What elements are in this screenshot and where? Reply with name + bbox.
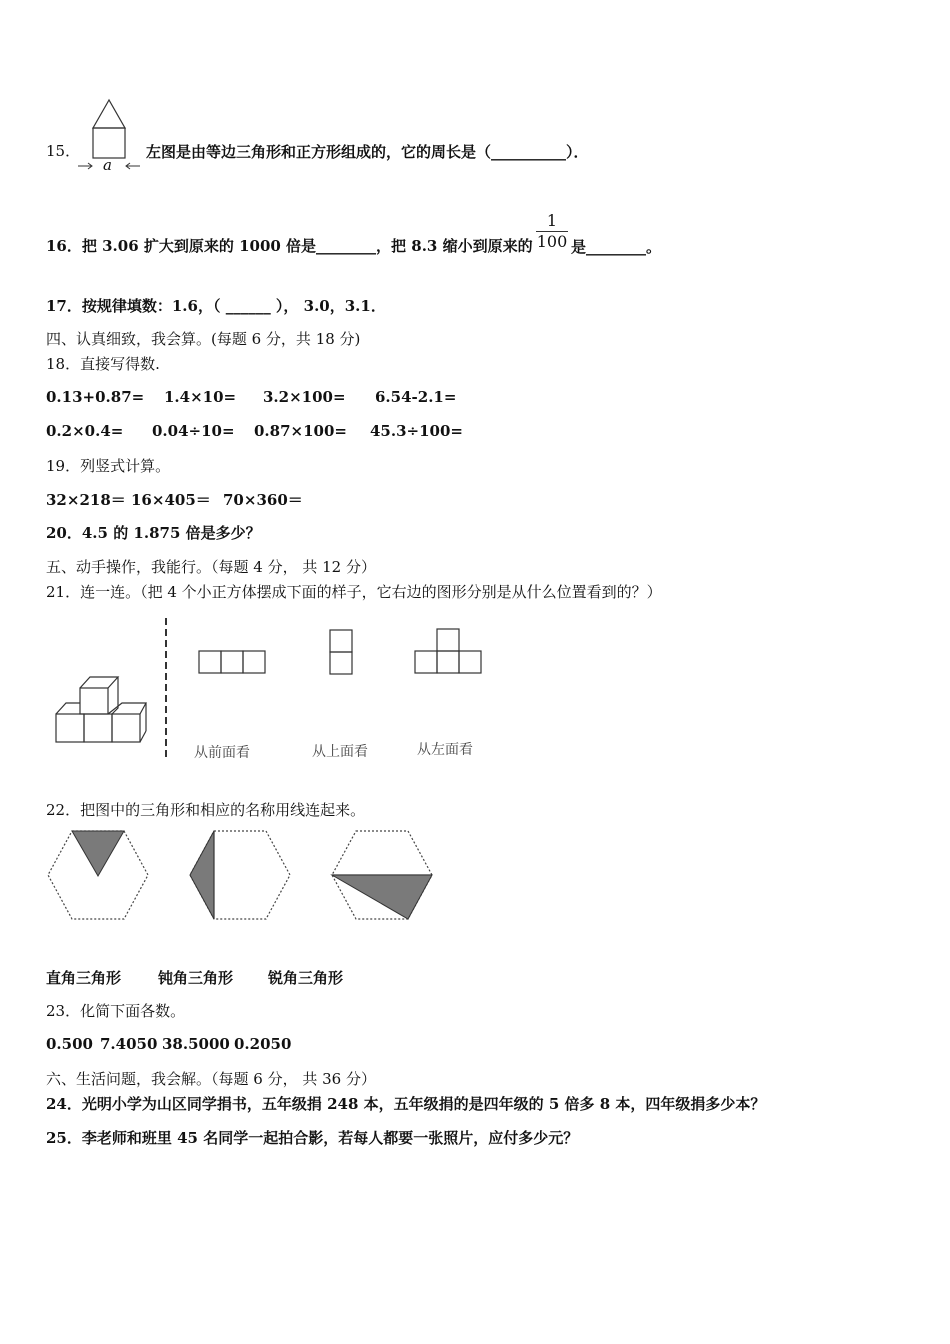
q18-r2-c4: 45.3÷100=	[370, 422, 463, 440]
triangle-name-obtuse: 钝角三角形	[158, 969, 234, 987]
q18-r2-c1: 0.2×0.4=	[46, 422, 124, 440]
triangle-name-right: 直角三角形	[46, 969, 122, 987]
q18-r2-c3: 0.87×100=	[254, 422, 347, 440]
q18-r2-c2: 0.04÷10=	[152, 422, 235, 440]
q24-text: 24．光明小学为山区同学捐书，五年级捐 248 本，五年级捐的是四年级的 5 倍多 8 本，四年级捐多少本？	[46, 1095, 766, 1113]
section6-heading: 六、生活问题，我会解。（每题 6 分， 共 36 分）	[46, 1070, 376, 1088]
fraction-denominator: 100	[536, 232, 568, 251]
q18-r1-c2: 1.4×10=	[164, 388, 237, 406]
q16-part2: 是________。	[571, 238, 662, 256]
q23-item-2: 7.4050	[100, 1035, 158, 1053]
q15-number: 15．	[46, 142, 81, 160]
section5-heading: 五、动手操作，我能行。（每题 4 分， 共 12 分）	[46, 558, 376, 576]
house-side-label: a	[103, 156, 112, 174]
q19-item-3: 70×360＝	[223, 491, 303, 509]
q19-item-2: 16×405＝	[131, 491, 211, 509]
q25-text: 25．李老师和班里 45 名同学一起拍合影，若每人都要一张照片，应付多少元？	[46, 1129, 579, 1147]
fraction-one-hundredth	[536, 212, 568, 251]
hexagon-right-triangle	[46, 828, 150, 922]
dashed-divider	[163, 618, 169, 760]
triangle-name-acute: 锐角三角形	[268, 969, 344, 987]
hexagon-acute-triangle	[330, 828, 434, 922]
view-label-left: 从左面看	[417, 742, 473, 758]
q18-r1-c4: 6.54-2.1=	[375, 388, 457, 406]
q23-item-1: 0.500	[46, 1035, 93, 1053]
q23-item-4: 0.2050	[234, 1035, 292, 1053]
q18-r1-c3: 3.2×100=	[263, 388, 346, 406]
fraction-numerator: 1	[546, 211, 558, 230]
section4-heading: 四、认真细致，我会算。(每题 6 分，共 18 分)	[46, 330, 361, 348]
q23-item-3: 38.5000	[162, 1035, 230, 1053]
q20-text: 20．4.5 的 1.875 倍是多少？	[46, 524, 261, 542]
q23-text: 23．化简下面各数。	[46, 1002, 186, 1020]
q15-text: 左图是由等边三角形和正方形组成的，它的周长是（__________）．	[146, 143, 589, 161]
cube-stack-figure	[50, 672, 150, 746]
view-label-top: 从上面看	[312, 744, 368, 760]
front-view-figure	[198, 650, 266, 676]
left-view-figure	[414, 628, 484, 676]
q18-r1-c1: 0.13+0.87=	[46, 388, 145, 406]
hexagon-obtuse-triangle	[188, 828, 292, 922]
top-view-figure	[329, 629, 355, 677]
q17-text: 17．按规律填数：1.6，（ ______ ）， 3.0，3.1．	[46, 297, 386, 315]
q21-text: 21．连一连。（把 4 个小正方体摆成下面的样子，它右边的图形分别是从什么位置看到的？）	[46, 583, 662, 601]
q18-text: 18．直接写得数.	[46, 355, 160, 373]
q19-item-1: 32×218＝	[46, 491, 126, 509]
q22-text: 22．把图中的三角形和相应的名称用线连起来。	[46, 801, 366, 819]
q19-text: 19．列竖式计算。	[46, 457, 171, 475]
q16-part1: 16．把 3.06 扩大到原来的 1000 倍是________，把 8.3 缩小到原来的	[46, 237, 533, 255]
view-label-front: 从前面看	[194, 745, 250, 761]
